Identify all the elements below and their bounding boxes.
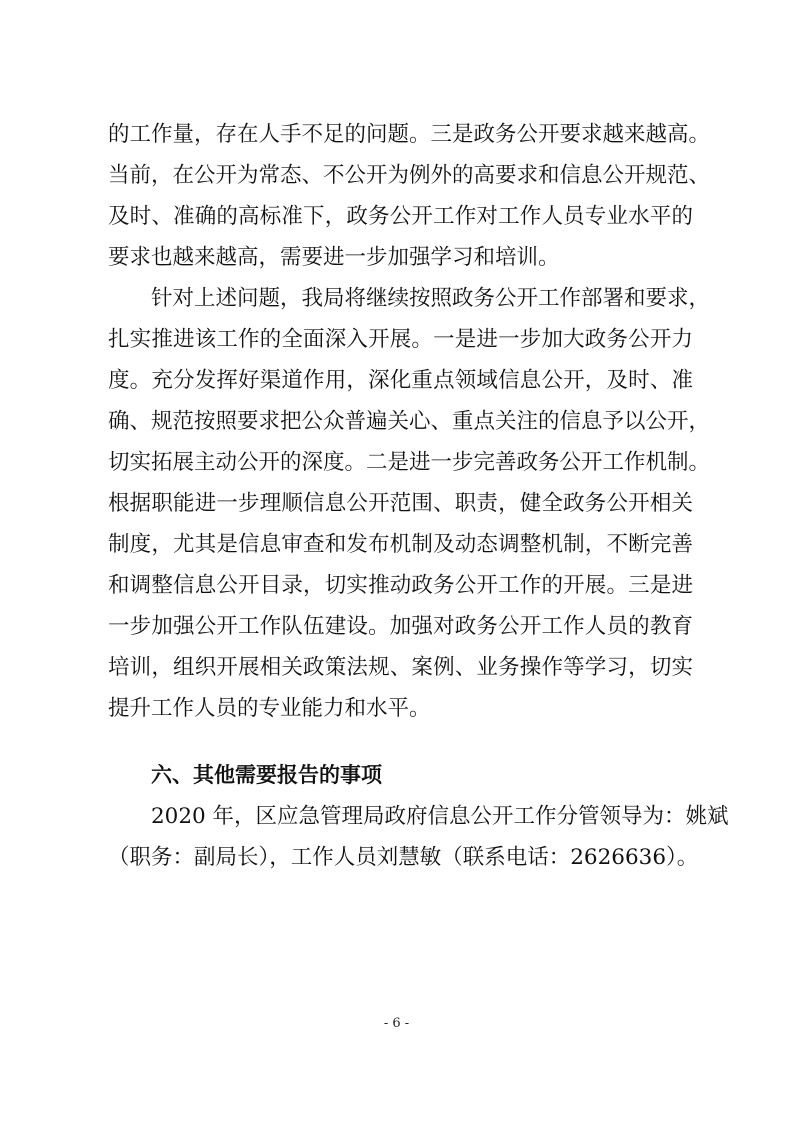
text-line: 的工作量，存在人手不足的问题。三是政务公开要求越来越高。 xyxy=(108,122,711,147)
text-line: 确、规范按照要求把公众普遍关心、重点关注的信息予以公开， xyxy=(108,409,711,434)
text-line: 2020 年，区应急管理局政府信息公开工作分管领导为：姚斌 xyxy=(151,804,729,829)
document-body xyxy=(108,114,729,878)
text-line: 及时、准确的高标准下，政务公开工作对工作人员专业水平的 xyxy=(108,204,693,229)
text-line: 度。充分发挥好渠道作用，深化重点领域信息公开，及时、准 xyxy=(108,368,693,393)
text-line: （职务：副局长），工作人员刘慧敏（联系电话：2626636）。 xyxy=(108,845,699,870)
text-line: 制度，尤其是信息审查和发布机制及动态调整机制，不断完善 xyxy=(108,532,693,557)
text-line: 针对上述问题，我局将继续按照政务公开工作部署和要求， xyxy=(151,286,711,311)
section-spacer xyxy=(108,729,693,755)
paragraph-measures xyxy=(108,278,711,729)
paragraph-workload xyxy=(108,114,711,278)
text-line: 提升工作人员的专业能力和水平。 xyxy=(108,696,431,721)
text-line: 当前，在公开为常态、不公开为例外的高要求和信息公开规范、 xyxy=(108,163,711,188)
text-line: 一步加强公开工作队伍建设。加强对政务公开工作人员的教育 xyxy=(108,614,693,639)
text-line: 切实拓展主动公开的深度。二是进一步完善政务公开工作机制。 xyxy=(108,450,711,475)
page-number: - 6 - xyxy=(383,1016,410,1031)
text-line: 根据职能进一步理顺信息公开范围、职责，健全政务公开相关 xyxy=(108,491,693,516)
text-line: 和调整信息公开目录，切实推动政务公开工作的开展。三是进 xyxy=(108,573,693,598)
text-line: 扎实推进该工作的全面深入开展。一是进一步加大政务公开力 xyxy=(108,327,693,352)
section-heading: 六、其他需要报告的事项 xyxy=(151,763,382,787)
section-other-matters xyxy=(108,755,729,878)
text-line: 培训，组织开展相关政策法规、案例、业务操作等学习，切实 xyxy=(108,655,693,680)
text-line: 要求也越来越高，需要进一步加强学习和培训。 xyxy=(108,245,560,270)
